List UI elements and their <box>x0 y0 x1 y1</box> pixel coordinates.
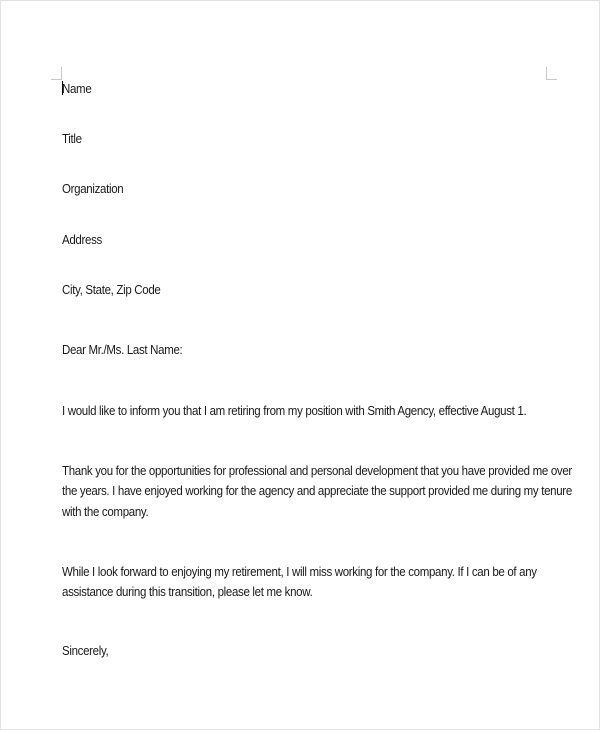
paragraph-2-line[interactable]: with the company. <box>62 505 149 519</box>
paragraph-3-line[interactable]: assistance during this transition, please let me know. <box>62 585 313 599</box>
paragraph-3-line[interactable]: While I look forward to enjoying my retirement, I will miss working for the company. If I can be of any <box>62 565 537 579</box>
paragraph-2-line[interactable]: the years. I have enjoyed working for the agency and appreciate the support provided me during my tenure <box>62 484 572 498</box>
recipient-organization[interactable]: Organization <box>62 182 124 196</box>
paragraph-1-line[interactable]: I would like to inform you that I am retiring from my position with Smith Agency, effective August 1. <box>62 404 527 418</box>
recipient-city-state-zip[interactable]: City, State, Zip Code <box>62 283 161 297</box>
margin-corner-mark-top-left <box>51 67 62 80</box>
paragraph-2-line[interactable]: Thank you for the opportunities for professional and personal development that you have provided me over <box>62 464 572 478</box>
salutation[interactable]: Dear Mr./Ms. Last Name: <box>62 343 183 357</box>
recipient-name[interactable]: Name <box>62 82 92 96</box>
margin-corner-mark-top-right <box>546 67 557 80</box>
recipient-title[interactable]: Title <box>62 132 82 146</box>
recipient-address[interactable]: Address <box>62 233 102 247</box>
closing[interactable]: Sincerely, <box>62 644 109 658</box>
